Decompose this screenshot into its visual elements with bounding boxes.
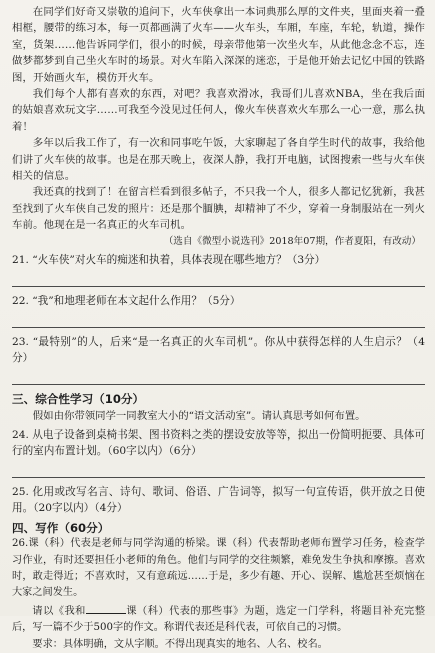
writing-prompt-text: 课（科）代表是老师与同学沟通的桥梁。课（科）代表帮助老师布置学习任务，检查学习作业，有时还要担任小老师的角色。他们与同学的交往频繁，难免发生争执和摩擦。喜欢时，敢走得近；不喜欢时，又有意疏远……于是，多少有趣、开心、误解、尴尬甚至烦恼在大家之间发生。: [12, 538, 425, 599]
writing-requirement: 要求：具体明确，文从字顺。不得出现真实的地名、人名、校名。: [32, 638, 328, 650]
question-text: “我”和地理老师在本文起什么作用？（5分）: [32, 294, 241, 307]
answer-line[interactable]: [12, 477, 425, 478]
section-heading: 四、写作（60分）: [12, 521, 110, 536]
answer-line[interactable]: [12, 327, 425, 328]
passage-paragraph: 在同学们好奇又崇敬的追问下，火车侠拿出一本词典那么厚的文件夹，里面夹着一叠相框，腰带的练习本，每一页都画满了火车——火车头，车厢，车座，车轮，轨道，操作室，货架……他告诉同学们，很小的时候，母亲带他第一次坐火车，从此他念念不忘，连做梦都梦到自己坐火车时的场景。对火车陷入深深的迷恋，于是他开始去记忆中国的铁路图，开始画火车，模仿开火车。: [12, 6, 425, 84]
reading-passage: [12, 4, 425, 234]
question-22: [12, 293, 425, 309]
writing-prompt-body: [12, 536, 425, 602]
question-25: [12, 484, 425, 516]
section-heading: 三、综合性学习（10分）: [12, 391, 145, 406]
writing-prompt: [12, 536, 425, 653]
writing-task: [12, 602, 425, 637]
question-text: “火车侠”对火车的痴迷和执着，具体表现在哪些地方？（3分）: [32, 253, 326, 266]
question-24: [12, 427, 425, 459]
passage-paragraph: 我还真的找到了！在留言栏看到很多帖子，不只我一个人，很多人都记忆犹新，我甚至找到了火车侠自己发的照片：还是那个腼腆，却精神了不少，穿着一身制服站在一列火车前。他现在是一名真正的火车司机。: [12, 186, 425, 232]
question-number: 22.: [12, 294, 29, 307]
question-number: 26.: [12, 538, 29, 550]
writing-task-pre: 请以《我和: [32, 605, 86, 617]
passage-source: （选自《微型小说选刊》2018年07期，作者夏阳，有改动）: [163, 235, 421, 247]
question-text: 从电子设备到桌椅书架、图书资料之类的摆设安放等等，拟出一份简明扼要、具体可行的室内布置计划。（60字以内）（6分）: [12, 429, 425, 458]
passage-paragraph: 我们每个人都有喜欢的东西，对吧？我喜欢滑冰，我哥们儿喜欢NBA，坐在我后面的姑娘喜欢玩文字……可我至今没见过任何人，像火车侠喜欢火车那么一心一意，那么执着！: [12, 88, 425, 133]
question-number: 21.: [12, 253, 29, 266]
answer-line[interactable]: [12, 384, 425, 385]
question-number: 24.: [12, 429, 29, 442]
title-blank[interactable]: [86, 602, 126, 614]
question-number: 25.: [12, 486, 29, 499]
answer-line[interactable]: [12, 286, 425, 287]
writing-task-post: 课（科）代表的那些事》为题，选定一门学科，将题目补充完整后，写一篇不少于500字的作文。称谓代表还是科代表，可依自己的习惯。: [12, 605, 426, 634]
passage-paragraph: 多年以后我工作了，有一次和同事吃午饭，大家聊起了各自学生时代的故事，我给他们讲了火车侠的故事。也是在那天晚上，夜深人静，我打开电脑，试图搜索一些与火车侠相关的信息。: [12, 137, 425, 183]
question-23: [12, 334, 425, 366]
section-intro: 假如由你带领同学一同教室大小的“语文活动室”。请认真思考如何布置。: [32, 409, 366, 422]
question-text: “最特别”的人，后来“是一名真正的火车司机”。你从中获得怎样的人生启示？（4分）: [12, 335, 425, 364]
question-number: 23.: [12, 335, 29, 348]
question-text: 化用或改写名言、诗句、歌词、俗语、广告词等，拟写一句宣传语，供开放之日使用。（20字以内）（4分）: [12, 486, 425, 515]
question-21: [12, 252, 425, 268]
